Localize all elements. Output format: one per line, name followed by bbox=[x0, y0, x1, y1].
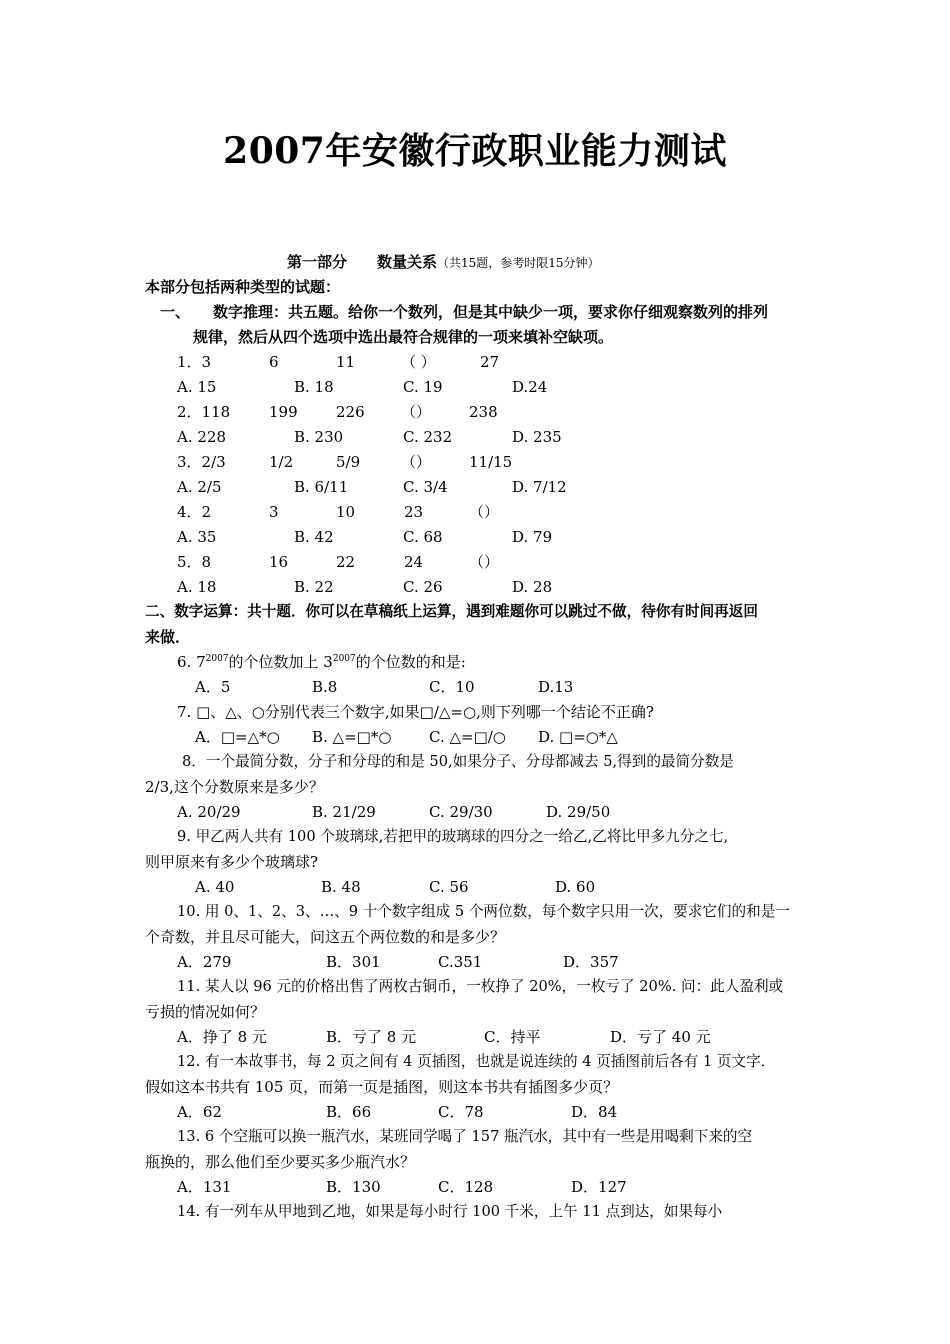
option-a[interactable]: A. 2/5 bbox=[177, 478, 222, 496]
section1-line1: 数字推理：共五题。给你一个数列，但是其中缺少一项，要求你仔细观察数列的排列 bbox=[213, 303, 769, 321]
option-d[interactable]: D. 7/12 bbox=[512, 478, 567, 496]
option-b[interactable]: B．130 bbox=[326, 1178, 381, 1196]
seq-cell: 1/2 bbox=[269, 453, 294, 471]
q6-exponent-1: 2007 bbox=[205, 654, 229, 664]
question-6 bbox=[177, 652, 466, 672]
option-d[interactable]: D．亏了 40 元 bbox=[610, 1028, 711, 1046]
option-a[interactable]: A. 18 bbox=[177, 578, 217, 596]
question-7: 7. □、△、○分别代表三个数字,如果□/△=○,则下列哪一个结论不正确? bbox=[177, 703, 654, 721]
question-11-line2: 亏损的情况如何？ bbox=[145, 1003, 266, 1021]
option-a[interactable]: A．□=△*○ bbox=[195, 728, 280, 746]
option-c[interactable]: C.351 bbox=[438, 953, 483, 971]
q6-text-2: 的个位数加上 3 bbox=[228, 653, 333, 671]
option-c[interactable]: C．持平 bbox=[484, 1028, 541, 1046]
option-c[interactable]: C. △=□/○ bbox=[429, 728, 506, 746]
seq-cell: （） bbox=[401, 453, 432, 471]
seq-cell: 11/15 bbox=[469, 453, 513, 471]
q6-text-3: 的个位数的和是: bbox=[355, 653, 466, 671]
option-c[interactable]: C. 68 bbox=[403, 528, 443, 546]
option-b[interactable]: B. 230 bbox=[294, 428, 344, 446]
option-d[interactable]: D．357 bbox=[563, 953, 619, 971]
option-d[interactable]: D. 235 bbox=[512, 428, 562, 446]
question-12-line1: 12. 有一本故事书，每 2 页之间有 4 页插图，也就是说连续的 4 页插图前后各有 1 页文字． bbox=[177, 1053, 776, 1070]
option-c[interactable]: C. 232 bbox=[403, 428, 453, 446]
option-a[interactable]: A. 15 bbox=[177, 378, 217, 396]
seq-cell: 226 bbox=[336, 403, 365, 421]
option-c[interactable]: C．10 bbox=[429, 678, 475, 696]
seq-cell: （） bbox=[401, 403, 432, 421]
option-d[interactable]: D. 79 bbox=[512, 528, 553, 546]
option-a[interactable]: A．131 bbox=[177, 1178, 232, 1196]
seq-cell: 27 bbox=[480, 353, 500, 371]
seq-cell: 1．3 bbox=[177, 353, 212, 371]
option-c[interactable]: C．128 bbox=[438, 1178, 494, 1196]
option-c[interactable]: C．78 bbox=[438, 1103, 484, 1121]
question-11-line1: 11. 某人以 96 元的价格出售了两枚古铜币，一枚挣了 20%，一枚亏了 20%. 问：此人盈利或 bbox=[177, 978, 784, 995]
option-b[interactable]: B．亏了 8 元 bbox=[326, 1028, 417, 1046]
option-c[interactable]: C. 26 bbox=[403, 578, 443, 596]
option-b[interactable]: B. 6/11 bbox=[294, 478, 349, 496]
seq-cell: 2．118 bbox=[177, 403, 231, 421]
seq-cell: 238 bbox=[469, 403, 498, 421]
seq-cell: （ ） bbox=[401, 353, 436, 371]
option-c[interactable]: C. 3/4 bbox=[403, 478, 448, 496]
seq-cell: （） bbox=[469, 503, 500, 521]
question-8-line1: 8．一个最简分数，分子和分母的和是 50,如果分子、分母都减去 5,得到的最简分数是 bbox=[182, 753, 734, 770]
option-a[interactable]: A．挣了 8 元 bbox=[177, 1028, 267, 1046]
seq-cell: 16 bbox=[269, 553, 289, 571]
seq-cell: 4．2 bbox=[177, 503, 212, 521]
option-a[interactable]: A. 20/29 bbox=[177, 803, 241, 821]
intro-text: 本部分包括两种类型的试题： bbox=[145, 278, 341, 296]
seq-cell: 22 bbox=[336, 553, 356, 571]
section2-line2: 来做． bbox=[145, 628, 191, 646]
option-d[interactable]: D. 29/50 bbox=[546, 803, 611, 821]
seq-cell: 11 bbox=[336, 353, 356, 371]
option-b[interactable]: B. △=□*○ bbox=[312, 728, 392, 746]
question-13-line2: 瓶换的，那么他们至少要买多少瓶汽水？ bbox=[145, 1153, 416, 1171]
option-b[interactable]: B．301 bbox=[326, 953, 381, 971]
option-c[interactable]: C. 56 bbox=[429, 878, 469, 896]
seq-cell: 5/9 bbox=[336, 453, 361, 471]
option-a[interactable]: A. 35 bbox=[177, 528, 217, 546]
question-9-line1: 9. 甲乙两人共有 100 个玻璃球,若把甲的玻璃球的四分之一给乙,乙将比甲多九分之七, bbox=[177, 828, 729, 845]
option-b[interactable]: B. 18 bbox=[294, 378, 334, 396]
seq-cell: 3 bbox=[269, 503, 279, 521]
q6-text-1: 6. 7 bbox=[177, 653, 206, 671]
option-d[interactable]: D.24 bbox=[512, 378, 548, 396]
option-d[interactable]: D. 60 bbox=[555, 878, 596, 896]
section1-number: 一、 bbox=[160, 303, 191, 321]
question-12-line2: 假如这本书共有 105 页，而第一页是插图，则这本书共有插图多少页？ bbox=[145, 1078, 619, 1096]
option-d[interactable]: D．84 bbox=[571, 1103, 618, 1121]
part-heading-main: 第一部分 数量关系 bbox=[287, 253, 438, 271]
seq-cell: 10 bbox=[336, 503, 356, 521]
option-b[interactable]: B. 48 bbox=[321, 878, 361, 896]
part-heading bbox=[287, 252, 600, 273]
option-d[interactable]: D.13 bbox=[538, 678, 574, 696]
option-b[interactable]: B. 22 bbox=[294, 578, 334, 596]
option-a[interactable]: A．279 bbox=[177, 953, 232, 971]
q6-exponent-2: 2007 bbox=[332, 654, 356, 664]
question-8-line2: 2/3,这个分数原来是多少？ bbox=[145, 778, 324, 796]
seq-cell: 3．2/3 bbox=[177, 453, 226, 471]
option-a[interactable]: A．62 bbox=[177, 1103, 222, 1121]
option-b[interactable]: B. 42 bbox=[294, 528, 334, 546]
question-13-line1: 13. 6 个空瓶可以换一瓶汽水，某班同学喝了 157 瓶汽水，其中有一些是用喝剩下来的空 bbox=[177, 1128, 753, 1145]
question-14-line1: 14. 有一列车从甲地到乙地，如果是每小时行 100 千米，上午 11 点到达，如果每小 bbox=[177, 1203, 723, 1220]
option-a[interactable]: A. 228 bbox=[177, 428, 226, 446]
seq-cell: 199 bbox=[269, 403, 298, 421]
document-title: 2007年安徽行政职业能力测试 bbox=[223, 130, 727, 172]
option-b[interactable]: B.8 bbox=[312, 678, 338, 696]
option-d[interactable]: D. □=○*△ bbox=[538, 728, 618, 746]
option-d[interactable]: D．127 bbox=[571, 1178, 627, 1196]
question-9-line2: 则甲原来有多少个玻璃球? bbox=[145, 853, 319, 871]
seq-cell: 23 bbox=[404, 503, 424, 521]
part-heading-note: （共15题，参考时限15分钟） bbox=[437, 256, 600, 270]
seq-cell: （） bbox=[469, 553, 500, 571]
section2-line1: 二、数字运算：共十题．你可以在草稿纸上运算，遇到难题你可以跳过不做，待你有时间再返回 bbox=[145, 603, 758, 620]
option-c[interactable]: C. 29/30 bbox=[429, 803, 493, 821]
option-c[interactable]: C. 19 bbox=[403, 378, 443, 396]
option-a[interactable]: A．5 bbox=[195, 678, 231, 696]
seq-cell: 6 bbox=[269, 353, 279, 371]
option-b[interactable]: B. 21/29 bbox=[312, 803, 376, 821]
question-10-line2: 个奇数，并且尽可能大，问这五个两位数的和是多少？ bbox=[145, 928, 506, 946]
option-a[interactable]: A. 40 bbox=[195, 878, 235, 896]
seq-cell: 24 bbox=[404, 553, 424, 571]
seq-cell: 5．8 bbox=[177, 553, 212, 571]
option-b[interactable]: B．66 bbox=[326, 1103, 372, 1121]
question-10-line1: 10. 用 0、1、2、3、…、9 十个数字组成 5 个两位数，每个数字只用一次，要求它们的和是一 bbox=[177, 903, 790, 920]
option-d[interactable]: D. 28 bbox=[512, 578, 553, 596]
section1-line2: 规律，然后从四个选项中选出最符合规律的一项来填补空缺项。 bbox=[193, 328, 614, 346]
